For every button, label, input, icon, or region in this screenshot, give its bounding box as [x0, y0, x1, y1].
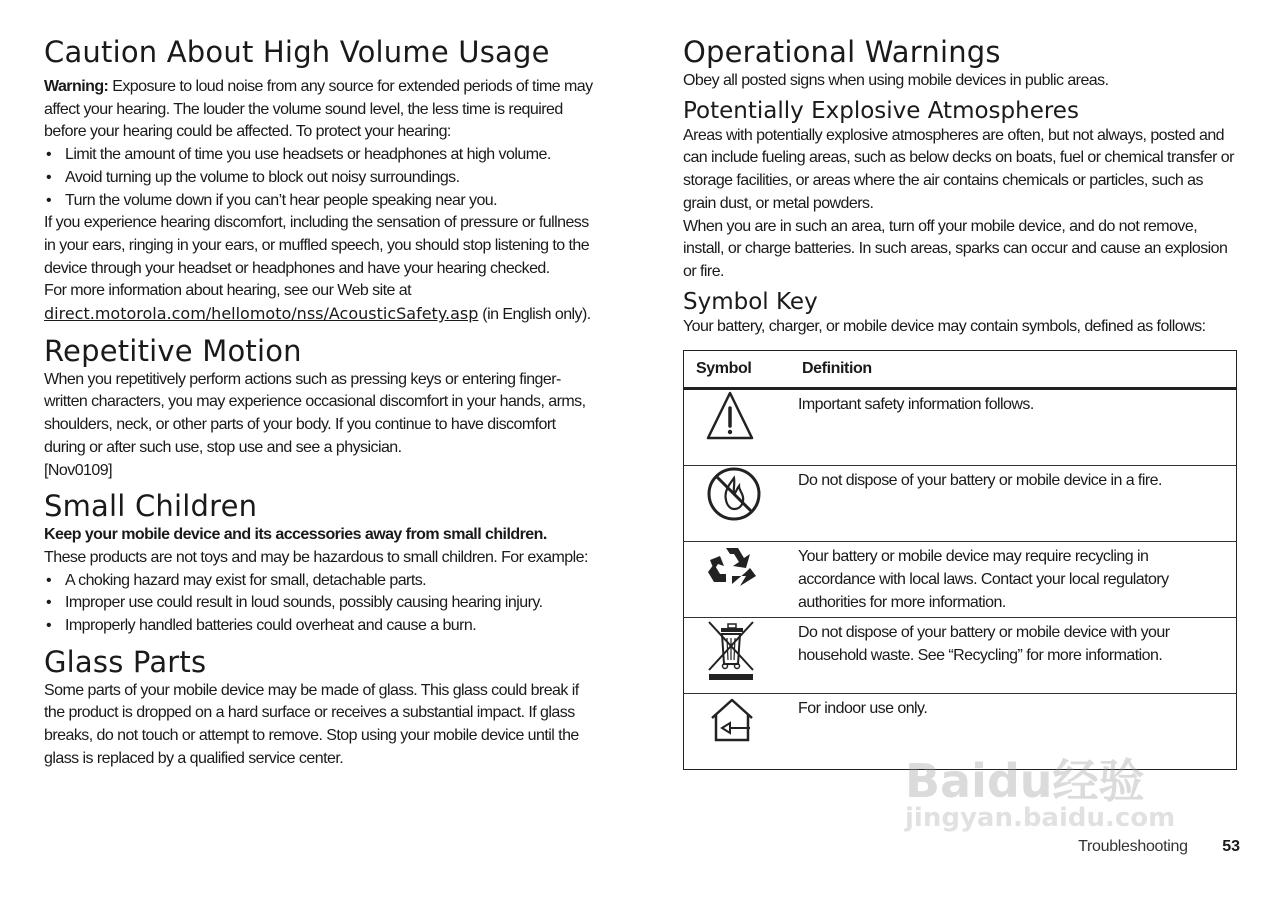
watermark-line-1: Baidu经验 — [905, 754, 1145, 808]
definition-cell: Important safety information follows. — [798, 389, 1237, 466]
symbol-cell — [684, 542, 799, 618]
warning-label: Warning: — [44, 78, 109, 95]
symbol-cell — [684, 466, 799, 542]
list-item: • A choking hazard may exist for small, detachable parts. — [44, 570, 600, 593]
hearing-bullet-list — [44, 144, 600, 212]
glass-parts-paragraph: Some parts of your mobile device may be made of glass. This glass could break if the product is dropped on a hard surface or receives a substantial impact. If glass breaks, do not touch or attempt to remove. Stop using your mobile device until the glass is replaced by a qualified service center. — [44, 681, 579, 767]
children-bold-text: Keep your mobile device and its accessories away from small children. — [44, 526, 547, 544]
acoustic-safety-link[interactable]: direct.motorola.com/hellomoto/nss/AcousticSafety.asp — [44, 304, 479, 324]
hearing-discomfort-paragraph: If you experience hearing discomfort, including the sensation of pressure or fullness in your ears, ringing in your ears, or muffled speech, you should stop listening to the device through your headset or headphones and have your hearing checked. — [44, 214, 590, 277]
list-item: • Improper use could result in loud sounds, possibly causing hearing injury. — [44, 592, 600, 615]
section-operational-warnings — [683, 34, 1239, 93]
column-header-definition: Definition — [798, 351, 1237, 389]
table-row — [684, 389, 1237, 466]
list-item: • Limit the amount of time you use headsets or headphones at high volume. — [44, 144, 600, 167]
explosive-paragraph-2: When you are in such an area, turn off your mobile device, and do not remove, install, or charge batteries. In such areas, sparks can occur and cause an explosion or fire. — [683, 217, 1228, 280]
warning-triangle-icon — [706, 390, 754, 442]
crossed-bin-icon — [706, 618, 756, 682]
warning-paragraph — [44, 76, 600, 144]
heading-repetitive-motion: Repetitive Motion — [44, 333, 302, 368]
section-symbol-key — [683, 288, 1239, 771]
section-explosive-atmospheres — [683, 97, 1239, 284]
table-row — [684, 618, 1237, 694]
explosive-paragraph-1: Areas with potentially explosive atmospheres are often, but not always, posted and can include fueling areas, such as below decks on boats, fuel or chemical transfer or storage facilities, or areas where the air contains chemicals or particles, such as grain dust, or metal powders. — [683, 126, 1234, 212]
symbol-cell — [684, 694, 799, 770]
list-item: • Avoid turning up the volume to block out noisy surroundings. — [44, 167, 600, 190]
section-small-children — [44, 488, 600, 638]
section-glass-parts — [44, 644, 600, 771]
more-info-text: For more information about hearing, see our Web site at — [44, 282, 411, 300]
children-bullet-list — [44, 570, 600, 638]
heading-explosive-atmospheres: Potentially Explosive Atmospheres — [683, 97, 1079, 124]
footer-section-name: Troubleshooting — [1078, 838, 1188, 855]
repetitive-motion-paragraph: When you repetitively perform actions such as pressing keys or entering finger-written characters, you may experience occasional discomfort in your hands, arms, shoulders, neck, or other parts of your body. If you continue to have discomfort during or after such use, stop use and see a physician. — [44, 370, 586, 456]
symbol-cell — [684, 618, 799, 694]
table-row — [684, 694, 1237, 770]
left-column — [44, 34, 600, 771]
page-footer — [1078, 838, 1240, 856]
table-row — [684, 542, 1237, 618]
operational-paragraph: Obey all posted signs when using mobile devices in public areas. — [683, 72, 1109, 89]
reference-code: [Nov0109] — [44, 461, 112, 479]
table-row — [684, 466, 1237, 542]
heading-small-children: Small Children — [44, 489, 258, 524]
heading-glass-parts: Glass Parts — [44, 644, 207, 679]
heading-operational-warnings: Operational Warnings — [683, 35, 1001, 69]
indoor-use-icon — [706, 694, 758, 746]
symbol-cell — [684, 389, 799, 466]
definition-cell: For indoor use only. — [798, 700, 928, 718]
definition-cell: Do not dispose of your battery or mobile device with your household waste. See “Recycling” for more information. — [798, 618, 1237, 694]
list-item: • Improperly handled batteries could overheat and cause a burn. — [44, 615, 600, 638]
recycle-icon — [706, 542, 758, 592]
definition-cell: Your battery or mobile device may require recycling in accordance with local laws. Contact your local regulatory authorities for more information. — [798, 542, 1237, 618]
symbol-key-paragraph: Your battery, charger, or mobile device may contain symbols, defined as follows: — [683, 317, 1206, 335]
section-high-volume — [44, 34, 600, 327]
watermark-line-2: jingyan.baidu.com — [905, 803, 1176, 833]
section-repetitive-motion — [44, 333, 600, 483]
link-suffix: (in English only). — [478, 306, 591, 324]
page-number: 53 — [1222, 838, 1240, 855]
children-bold-paragraph — [44, 524, 600, 547]
table-header-row — [684, 351, 1237, 389]
heading-high-volume: Caution About High Volume Usage — [44, 35, 550, 69]
children-paragraph: These products are not toys and may be hazardous to small children. For example: — [44, 548, 588, 566]
no-fire-icon — [706, 466, 762, 522]
definition-cell: Do not dispose of your battery or mobile device in a fire. — [798, 466, 1237, 542]
heading-symbol-key: Symbol Key — [683, 288, 818, 315]
symbol-table — [683, 350, 1237, 770]
column-header-symbol: Symbol — [684, 351, 799, 389]
list-item: • Turn the volume down if you can’t hear people speaking near you. — [44, 190, 600, 213]
right-column — [683, 34, 1239, 770]
warning-text: Exposure to loud noise from any source for extended periods of time may affect your hearing. The louder the volume sound level, the less time is required before your hearing could be affected. To protect your hearing: — [44, 78, 593, 141]
more-info-paragraph — [44, 280, 600, 326]
